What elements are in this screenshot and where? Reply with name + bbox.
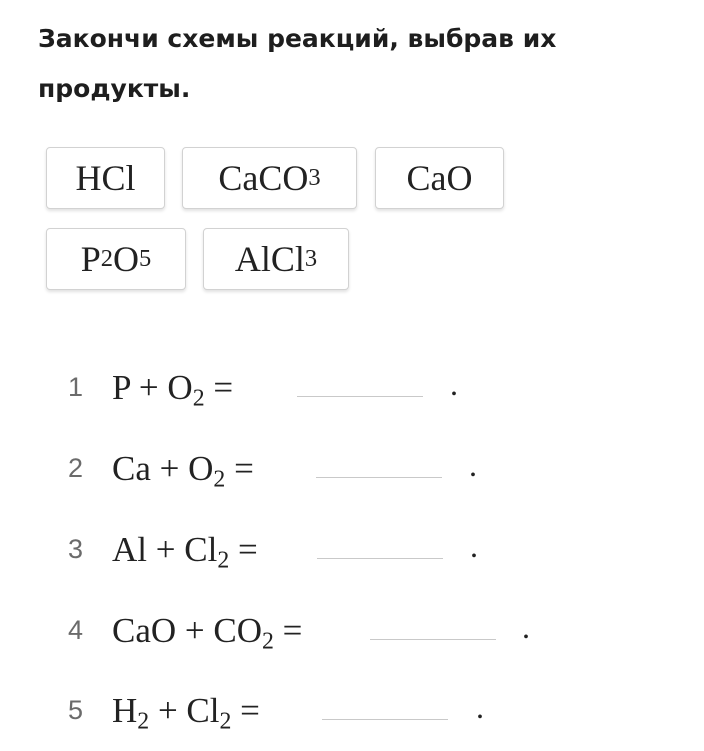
product-chip-p2o5[interactable]: P 2 O 5 [46,228,186,290]
reaction-row-4 [0,605,704,665]
chip-label: P [80,239,101,279]
reaction-number: 2 [68,453,84,483]
reaction-row-3 [0,524,704,584]
reaction-number: 5 [68,695,84,725]
reaction-row-5 [0,685,704,745]
product-chip-alcl3[interactable]: AlCl 3 [203,228,349,290]
chip-label: O [113,239,140,279]
product-chip-hcl[interactable] [46,147,165,209]
answer-drop-slot[interactable] [370,639,496,640]
period: . [450,366,458,402]
period: . [470,528,478,564]
reaction-row-1 [0,362,704,422]
period: . [469,447,477,483]
answer-drop-slot[interactable] [322,719,448,720]
chip-label: HCl [75,158,136,198]
reaction-row-2 [0,443,704,503]
reaction-number: 3 [68,534,84,564]
product-chip-caco3[interactable]: CaCO 3 [182,147,357,209]
reaction-equation: $P + O_2$ = [112,368,234,412]
answer-drop-slot[interactable] [297,396,423,397]
reaction-equation: $Al + Cl_2$ = [112,530,258,574]
answer-drop-slot[interactable] [316,477,442,478]
reaction-equation: CaO + $CO_2$ = [112,611,303,655]
chip-label: AlCl [234,239,305,279]
chip-label: CaCO [218,158,309,198]
task-title: Закончи схемы реакций, выбрав их продукты. [38,24,557,103]
answer-drop-slot[interactable] [317,558,443,559]
reaction-equation: $H_2 + Cl_2$ = [112,691,260,735]
period: . [522,609,530,645]
chip-label: CaO [406,158,473,198]
product-chip-cao[interactable] [375,147,504,209]
reaction-number: 4 [68,615,84,645]
period: . [476,689,484,725]
reaction-equation: $Ca + O_2$ = [112,449,254,493]
reaction-number: 1 [68,372,84,402]
